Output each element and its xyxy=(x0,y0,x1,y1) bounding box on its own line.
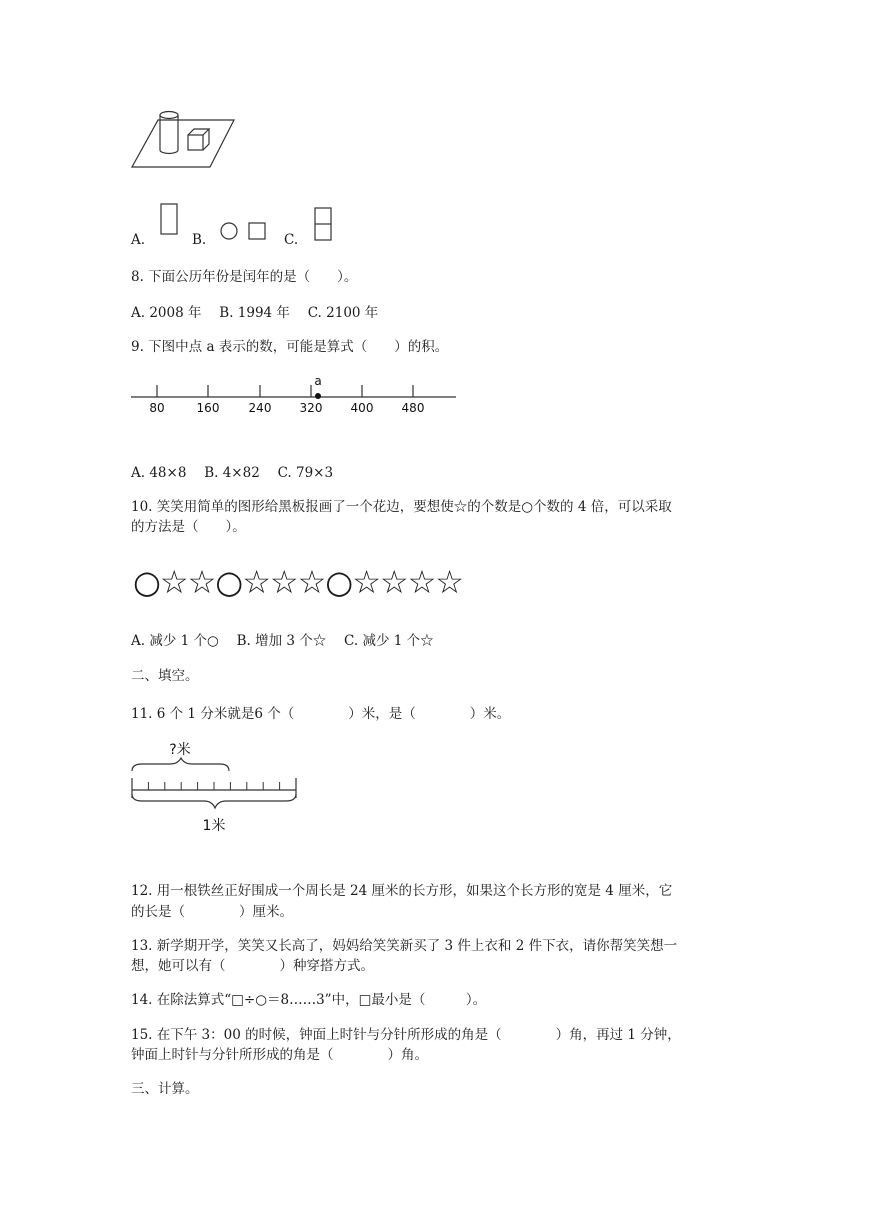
circle-shape: ○ xyxy=(325,563,353,601)
tick-label: 480 xyxy=(401,401,425,415)
star-shape: ☆ xyxy=(242,563,270,601)
star-shape: ☆ xyxy=(407,563,436,601)
q9-question: 9. 下图中点 a 表示的数，可能是算式（ ）的积。 xyxy=(131,339,449,355)
tick-label: 400 xyxy=(350,401,374,415)
q14-question: 14. 在除法算式“□÷○＝8……3”中，□最小是（ ）。 xyxy=(131,992,487,1008)
option-a-rectangle-view xyxy=(160,203,180,237)
q7-option-b: B. xyxy=(192,232,207,248)
q7-option-c: C. xyxy=(284,232,299,248)
bottom-label: 1米 xyxy=(202,818,226,834)
q12-question-line2: 的长是（ ）厘米。 xyxy=(131,904,293,920)
meter-ruler-diagram xyxy=(128,738,303,838)
tick-label: 320 xyxy=(299,401,323,415)
q13-question-line2: 想，她可以有（ ）种穿搭方式。 xyxy=(131,958,374,974)
q7-option-a: A. xyxy=(131,232,146,248)
section-2-title: 二、填空。 xyxy=(131,668,199,684)
star-shape: ☆ xyxy=(379,563,408,601)
star-shape: ☆ xyxy=(187,563,216,601)
tick-label: 80 xyxy=(149,401,165,415)
q9-options: A. 48×8 B. 4×82 C. 79×3 xyxy=(131,465,334,481)
tick-label: 240 xyxy=(248,401,272,415)
solid-figure-illustration xyxy=(130,105,240,171)
point-a-label: a xyxy=(314,374,322,388)
q10-question-line1: 10. 笑笑用简单的图形给黑板报画了一个花边，要想使☆的个数是○个数的 4 倍，可以采取 xyxy=(131,499,672,515)
bottom-brace xyxy=(132,794,296,808)
q8-options: A. 2008 年 B. 1994 年 C. 2100 年 xyxy=(131,305,379,321)
top-label: ?米 xyxy=(169,742,191,758)
star-shape: ☆ xyxy=(269,563,298,601)
star-shape: ☆ xyxy=(159,563,188,601)
tick-label: 160 xyxy=(196,401,220,415)
section-3-title: 三、计算。 xyxy=(131,1081,199,1097)
q10-question-line2: 的方法是（ ）。 xyxy=(131,519,246,535)
q10-options: A. 减少 1 个○ B. 增加 3 个☆ C. 减少 1 个☆ xyxy=(131,633,434,649)
number-line xyxy=(130,374,460,418)
option-b-circle-square-view xyxy=(219,220,269,242)
border-pattern-shapes xyxy=(133,562,463,602)
q11-question: 11. 6 个 1 分米就是6 个（ ）米，是（ ）米。 xyxy=(131,706,511,722)
star-shape: ☆ xyxy=(435,563,463,601)
q15-question-line1: 15. 在下午 3：00 的时候，钟面上时针与分针所形成的角是（ ）角，再过 1 分钟， xyxy=(131,1027,681,1043)
star-shape: ☆ xyxy=(297,563,326,601)
option-c-stacked-view xyxy=(313,207,335,243)
q8-question: 8. 下面公历年份是闰年的是（ ）。 xyxy=(131,269,358,285)
circle-shape: ○ xyxy=(133,563,160,601)
circle-shape: ○ xyxy=(215,563,243,601)
point-a-marker xyxy=(315,393,321,399)
star-shape: ☆ xyxy=(352,563,380,601)
q12-question-line1: 12. 用一根铁丝正好围成一个周长是 24 厘米的长方形，如果这个长方形的宽是 4 厘米，它 xyxy=(131,883,673,899)
q13-question-line1: 13. 新学期开学，笑笑又长高了，妈妈给笑笑新买了 3 件上衣和 2 件下衣，请你帮笑笑想一 xyxy=(131,938,678,954)
q15-question-line2: 钟面上时针与分针所形成的角是（ ）角。 xyxy=(131,1047,428,1063)
top-brace xyxy=(132,758,229,771)
